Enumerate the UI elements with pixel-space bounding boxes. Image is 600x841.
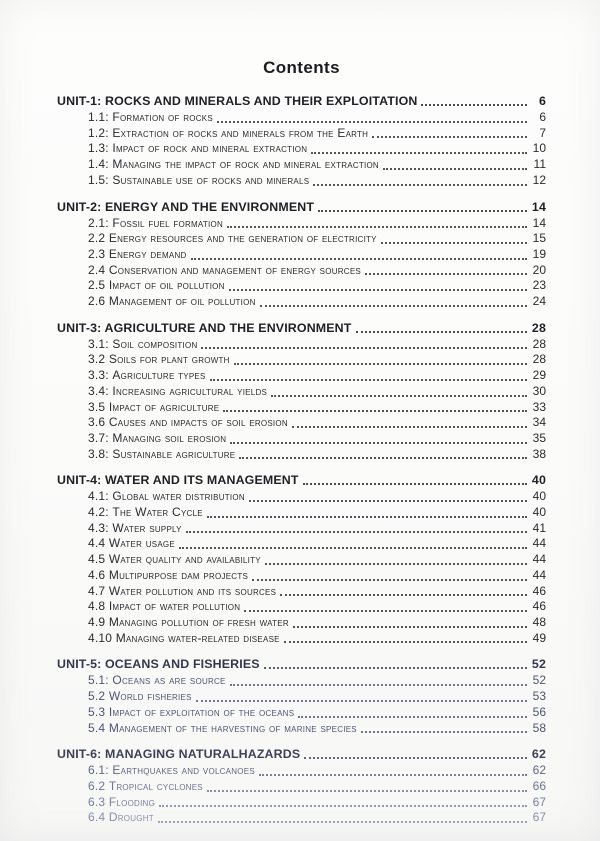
entry-number: 5.2	[88, 689, 109, 704]
entry-label	[88, 721, 357, 737]
dot-leader	[300, 745, 529, 763]
entry-title: Impact of oil pollution	[108, 278, 225, 293]
entry-title: Managing water-related disease	[115, 630, 280, 645]
entry-label	[88, 631, 280, 647]
toc-entry-row	[57, 157, 546, 173]
page-number: 53	[532, 689, 546, 704]
entry-number: 4.3:	[88, 520, 113, 535]
page-number: 52	[532, 673, 546, 688]
dot-leader	[280, 631, 529, 647]
dot-leader	[299, 471, 529, 489]
entry-number: 5.4	[88, 720, 109, 735]
dot-leader	[155, 795, 529, 811]
page-number: 41	[532, 520, 546, 535]
entry-number: 1.2:	[88, 125, 113, 140]
entry-label	[88, 415, 288, 431]
toc-entry-row	[57, 415, 546, 431]
entry-title: Earthquakes and volcanoes	[112, 763, 255, 778]
toc-entry-row	[57, 400, 546, 416]
dot-leader	[307, 141, 529, 157]
toc-entry-row	[57, 368, 546, 384]
entry-title: Impact of agriculture	[108, 399, 220, 414]
toc-entry-row	[57, 294, 546, 310]
entry-number: 4.8	[88, 599, 109, 614]
entry-title: Causes and impacts of soil erosion	[108, 415, 288, 430]
entry-title: Extraction of rocks and minerals from the Earth	[112, 125, 369, 140]
toc-entry-row	[57, 110, 546, 126]
page-number: 48	[532, 614, 546, 629]
dot-leader	[235, 447, 529, 463]
toc-entry-row	[57, 126, 546, 142]
entry-title: Water quality and availability	[108, 552, 261, 567]
toc-entry-row	[57, 263, 546, 279]
page-number: 6	[538, 94, 546, 108]
entry-number: 2.3	[88, 246, 109, 261]
entry-label	[88, 231, 377, 247]
entry-title: Agriculture types	[112, 368, 206, 383]
entry-title: Energy resources and the generation of electricity	[108, 231, 377, 246]
entry-number: 3.7:	[88, 430, 113, 445]
dot-leader	[368, 126, 529, 142]
page-number: 28	[531, 320, 546, 335]
entry-title: Formation of rocks	[112, 110, 213, 124]
toc-entry-row	[57, 779, 546, 795]
entry-label	[88, 552, 261, 568]
page-number: 38	[532, 446, 546, 461]
toc-unit-1	[57, 92, 546, 189]
entry-label	[88, 110, 213, 126]
page-number: 44	[532, 536, 546, 551]
entry-number: 2.1:	[88, 215, 113, 230]
entry-title: World fisheries	[108, 689, 192, 704]
entry-number: 4.9	[88, 614, 109, 629]
toc-entry-row	[57, 247, 546, 263]
dot-leader	[256, 294, 529, 310]
page-number: 58	[532, 720, 546, 735]
dot-leader	[260, 655, 529, 673]
entry-label	[88, 337, 197, 353]
dot-leader	[248, 568, 529, 584]
toc-entry-row	[57, 521, 546, 537]
dot-leader	[203, 779, 529, 795]
entry-number: 4.6	[88, 567, 109, 582]
dot-leader	[219, 400, 529, 416]
entry-number: 3.8:	[88, 446, 113, 461]
entry-title: Drought	[108, 810, 154, 825]
unit-heading-label: UNIT-1: ROCKS AND MINERALS AND THEIR EXPLOITATION	[57, 94, 418, 108]
entry-label	[88, 126, 368, 142]
page-title: Contents	[263, 58, 340, 77]
entry-number: 6.2	[88, 778, 109, 793]
page-number: 23	[532, 278, 546, 293]
entry-label	[88, 536, 175, 552]
entry-label	[88, 294, 256, 310]
page-number: 29	[532, 368, 546, 383]
entry-number: 3.3:	[88, 368, 113, 383]
dot-leader	[187, 247, 529, 263]
dot-leader	[225, 278, 529, 294]
toc-entry-row	[57, 795, 546, 811]
page-number: 62	[532, 763, 546, 778]
toc-entry-row	[57, 552, 546, 568]
entry-label	[88, 689, 192, 705]
unit-heading-row	[57, 319, 546, 337]
unit-heading-label: UNIT-5: OCEANS AND FISHERIES	[57, 657, 260, 672]
entry-label	[88, 705, 294, 721]
dot-leader	[417, 92, 529, 110]
entry-label	[88, 779, 203, 795]
table-of-contents	[57, 92, 546, 826]
entry-title: Fossil fuel formation	[112, 215, 224, 230]
entry-number: 5.3	[88, 704, 109, 719]
page-number: 46	[532, 599, 546, 614]
entry-number: 1.4:	[88, 157, 113, 172]
toc-entry-row	[57, 384, 546, 400]
toc-entry-row	[57, 631, 546, 647]
entry-number: 1.1:	[88, 110, 113, 124]
page-number: 52	[531, 657, 546, 672]
toc-entry-row	[57, 431, 546, 447]
toc-entry-row	[57, 231, 546, 247]
dot-leader	[203, 505, 529, 521]
entry-label	[88, 216, 223, 232]
entry-number: 3.2	[88, 352, 109, 367]
dot-leader	[309, 173, 529, 189]
page-number: 67	[532, 794, 546, 809]
entry-number: 6.4	[88, 810, 109, 825]
entry-number: 4.4	[88, 536, 109, 551]
entry-title: Water pollution and its sources	[108, 583, 277, 598]
toc-entry-row	[57, 763, 546, 779]
entry-title: Soil composition	[112, 336, 198, 351]
toc-entry-row	[57, 278, 546, 294]
unit-heading-row	[57, 745, 546, 763]
unit-heading-label: UNIT-3: AGRICULTURE AND THE ENVIRONMENT	[57, 320, 352, 335]
page-number: 14	[532, 215, 546, 230]
unit-heading-label: UNIT-2: ENERGY AND THE ENVIRONMENT	[57, 199, 315, 214]
entry-label	[88, 368, 206, 384]
toc-unit-6	[57, 745, 546, 826]
entry-number: 2.6	[88, 294, 109, 309]
dot-leader	[289, 615, 529, 631]
dot-leader	[294, 705, 529, 721]
dot-leader	[182, 521, 529, 537]
page-number: 11	[533, 157, 546, 172]
toc-entry-row	[57, 447, 546, 463]
entry-title: Soils for plant growth	[108, 352, 230, 367]
page-number: 28	[532, 352, 546, 367]
entry-title: Flooding	[108, 794, 156, 809]
toc-unit-2	[57, 198, 546, 310]
page-number: 7	[539, 125, 546, 140]
toc-entry-row	[57, 505, 546, 521]
unit-heading-row	[57, 92, 546, 110]
dot-leader	[267, 384, 529, 400]
entry-label	[88, 384, 267, 400]
toc-entry-row	[57, 705, 546, 721]
dot-leader	[276, 584, 529, 600]
dot-leader	[379, 157, 529, 173]
entry-number: 2.5	[88, 278, 109, 293]
dot-leader	[192, 689, 529, 705]
entry-label	[88, 400, 219, 416]
entry-label	[88, 157, 379, 173]
entry-number: 6.3	[88, 794, 109, 809]
dot-leader	[245, 489, 529, 505]
unit-heading-row	[57, 471, 546, 489]
entry-label	[88, 763, 255, 779]
toc-entry-row	[57, 352, 546, 368]
entry-number: 3.5	[88, 399, 109, 414]
entry-label	[88, 352, 230, 368]
toc-unit-5	[57, 655, 546, 736]
page-number: 33	[532, 399, 546, 414]
entry-label	[88, 599, 240, 615]
entry-number: 3.1:	[88, 336, 113, 351]
entry-title: Management of oil pollution	[108, 294, 256, 309]
entry-number: 1.3:	[88, 141, 113, 156]
entry-label	[88, 278, 225, 294]
entry-label	[88, 505, 203, 521]
entry-label	[88, 673, 226, 689]
entry-number: 4.5	[88, 552, 109, 567]
toc-entry-row	[57, 599, 546, 615]
page-number: 40	[531, 473, 546, 488]
dot-leader	[206, 368, 529, 384]
toc-entry-row	[57, 689, 546, 705]
entry-number: 4.2:	[88, 505, 113, 520]
toc-entry-row	[57, 489, 546, 505]
dot-leader	[226, 673, 529, 689]
dot-leader	[197, 337, 529, 353]
dot-leader	[314, 198, 529, 216]
entry-title: Conservation and management of energy sources	[108, 262, 361, 277]
dot-leader	[240, 599, 529, 615]
entry-title: The Water Cycle	[112, 505, 203, 520]
dot-leader	[261, 552, 529, 568]
page-number: 49	[532, 630, 546, 645]
toc-entry-row	[57, 337, 546, 353]
toc-unit-3	[57, 319, 546, 463]
entry-label	[88, 615, 289, 631]
entry-number: 4.1:	[88, 489, 113, 504]
entry-label	[88, 141, 307, 157]
dot-leader	[255, 763, 529, 779]
dot-leader	[175, 536, 529, 552]
page-number: 62	[531, 747, 546, 762]
toc-entry-row	[57, 536, 546, 552]
toc-entry-row	[57, 584, 546, 600]
page-number: 35	[532, 430, 546, 445]
dot-leader	[288, 415, 529, 431]
dot-leader	[154, 810, 529, 826]
entry-number: 3.6	[88, 415, 109, 430]
entry-title: Oceans as are source	[112, 673, 226, 688]
entry-label	[88, 447, 235, 463]
toc-entry-row	[57, 141, 546, 157]
entry-title: Managing pollution of fresh water	[108, 614, 289, 629]
entry-title: Managing soil erosion	[112, 430, 227, 445]
page-number: 46	[532, 583, 546, 598]
dot-leader	[213, 110, 529, 126]
entry-number: 2.4	[88, 262, 109, 277]
page-number: 56	[532, 704, 546, 719]
dot-leader	[377, 231, 529, 247]
entry-number: 1.5:	[88, 172, 113, 187]
entry-label	[88, 584, 276, 600]
entry-number: 6.1:	[88, 763, 113, 778]
unit-heading-row	[57, 198, 546, 216]
page-number: 10	[532, 141, 546, 156]
page-number: 28	[532, 336, 546, 351]
dot-leader	[361, 263, 529, 279]
entry-title: Energy demand	[108, 246, 187, 261]
page-number: 67	[532, 810, 546, 825]
entry-title: Impact of rock and mineral extraction	[112, 141, 308, 156]
entry-title: Sustainable agriculture	[112, 446, 236, 461]
page-number: 66	[532, 778, 546, 793]
entry-label	[88, 810, 154, 826]
page-number: 40	[532, 489, 546, 504]
page-number: 34	[532, 415, 546, 430]
entry-label	[88, 795, 155, 811]
toc-entry-row	[57, 173, 546, 189]
entry-title: Sustainable use of rocks and minerals	[112, 172, 310, 187]
entry-label	[88, 489, 245, 505]
entry-label	[88, 263, 361, 279]
toc-entry-row	[57, 673, 546, 689]
entry-label	[88, 173, 309, 189]
toc-entry-row	[57, 216, 546, 232]
dot-leader	[357, 721, 529, 737]
entry-title: Impact of water pollution	[108, 599, 241, 614]
entry-number: 5.1:	[88, 673, 113, 688]
entry-title: Multipurpose dam projects	[108, 567, 249, 582]
entry-title: Management of the harvesting of marine species	[108, 720, 357, 735]
entry-title: Increasing agricultural yields	[112, 383, 268, 398]
entry-title: Managing the impact of rock and mineral extraction	[112, 157, 379, 172]
page-number: 12	[532, 172, 546, 187]
toc-entry-row	[57, 568, 546, 584]
unit-heading-row	[57, 655, 546, 673]
entry-label	[88, 568, 248, 584]
page-number: 30	[532, 383, 546, 398]
page-number: 15	[532, 231, 546, 246]
dot-leader	[226, 431, 529, 447]
page-number: 40	[532, 505, 546, 520]
entry-number: 4.10	[88, 630, 116, 645]
entry-number: 4.7	[88, 583, 109, 598]
dot-leader	[352, 319, 530, 337]
entry-label	[88, 521, 182, 537]
entry-number: 2.2	[88, 231, 109, 246]
entry-label	[88, 431, 226, 447]
page-number: 6	[539, 110, 546, 124]
page-number: 19	[532, 246, 546, 261]
entry-title: Water supply	[112, 520, 182, 535]
toc-entry-row	[57, 810, 546, 826]
unit-heading-label: UNIT-6: MANAGING NATURALHAZARDS	[57, 747, 301, 762]
entry-title: Water usage	[108, 536, 175, 551]
toc-unit-4	[57, 471, 546, 646]
dot-leader	[230, 352, 529, 368]
page-number: 44	[532, 552, 546, 567]
page-number: 20	[532, 262, 546, 277]
dot-leader	[223, 216, 529, 232]
unit-heading-label: UNIT-4: WATER AND ITS MANAGEMENT	[57, 473, 299, 488]
page-number: 24	[532, 294, 546, 309]
page-number: 14	[531, 199, 546, 214]
toc-entry-row	[57, 721, 546, 737]
entry-title: Impact of exploitation of the oceans	[108, 704, 295, 719]
page-number: 44	[532, 567, 546, 582]
entry-title: Tropical cyclones	[108, 778, 203, 793]
entry-number: 3.4:	[88, 383, 113, 398]
entry-label	[88, 247, 187, 263]
toc-entry-row	[57, 615, 546, 631]
entry-title: Global water distribution	[112, 489, 245, 504]
